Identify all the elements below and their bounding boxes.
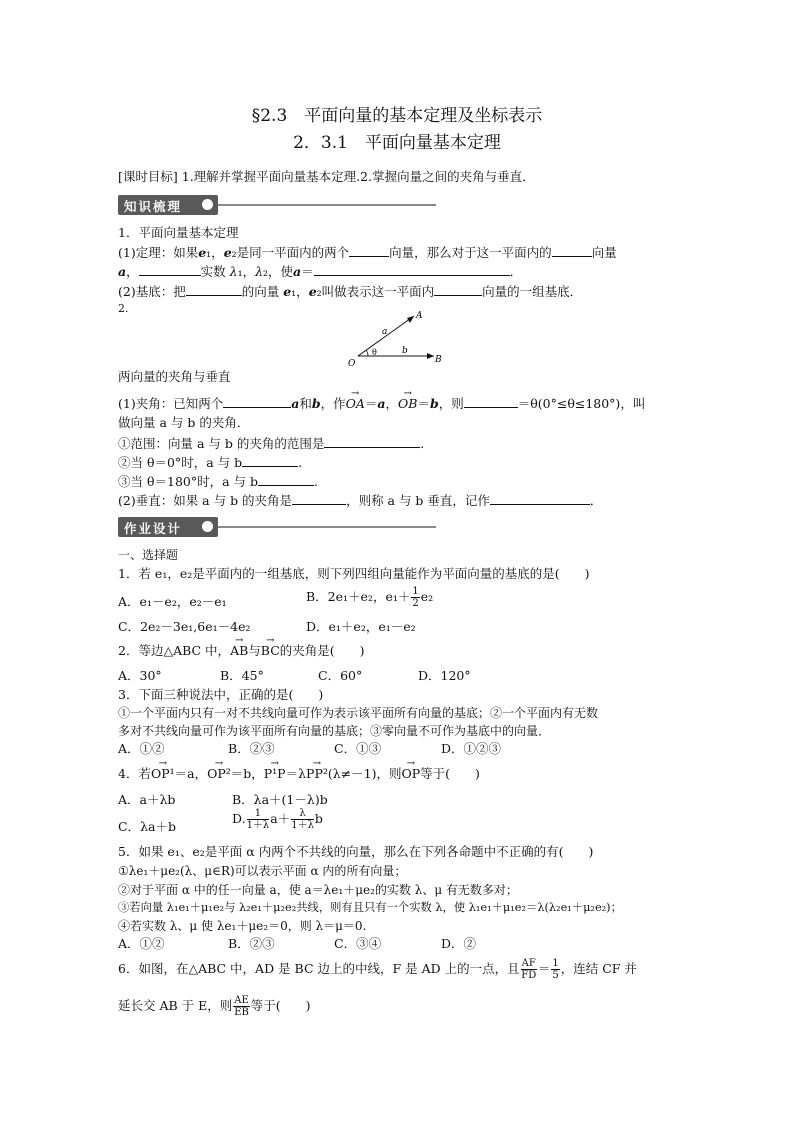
blank (314, 262, 510, 276)
bullet-icon (202, 199, 213, 210)
q5-item1: ①λe₁＋μe₂(λ、μ∈R)可以表示平面 α 内的所有向量； (118, 864, 407, 878)
q1-option-a: A．e₁－e₂，e₂－e₁ (118, 594, 227, 609)
blank (349, 243, 389, 257)
fraction (291, 808, 314, 831)
section-label: 作业设计 (124, 521, 183, 536)
blank (464, 394, 518, 408)
q5-option-b: B．②③ (228, 936, 275, 951)
numerator: 1 (552, 958, 559, 969)
q5-item2: ②对于平面 α 中的任一向量 a，使 a＝λe₁＋μe₂的实数 λ、μ 有无数多对； (118, 883, 518, 897)
q4-stem (118, 765, 480, 783)
q3-option-d: D．①②③ (441, 741, 502, 756)
q5-stem: 5．如果 e₁、e₂是平面 α 内两个不共线的向量，那么在下列各命题中不正确的有( ) (118, 844, 594, 859)
q3-option-c: C．①③ (334, 741, 382, 756)
text: a＋ (270, 811, 291, 826)
denominator: 5 (552, 970, 559, 981)
label-b: b (402, 346, 408, 356)
text: 的夹角是( ) (279, 643, 365, 658)
fraction (411, 586, 419, 609)
text: ＝b， (230, 766, 264, 781)
label-theta: θ (372, 348, 377, 357)
q5-option-a: A．①② (118, 936, 165, 951)
numerator: λ (291, 808, 314, 820)
angle-def-line2 (118, 414, 249, 432)
vector-label: → P¹P (264, 765, 286, 783)
text: ③当 θ＝180°时，a 与 b (118, 474, 259, 489)
angle-zero: ②当 θ＝0°时，a 与 b . (118, 455, 303, 470)
q6-stem-line1 (118, 958, 637, 981)
text: 向量 (591, 245, 617, 260)
blank (186, 282, 242, 296)
text: b (314, 811, 323, 826)
text: B．2e₁＋e₂，e₁＋ (306, 589, 411, 604)
text: 延长交 AB 于 E，则 (118, 998, 233, 1013)
numerator: 1 (247, 808, 270, 820)
q3-option-a: A．①② (118, 741, 165, 756)
basis-line: (2)基底：把 的向量 e₁，e₂叫做表示这一平面内 向量的一组基底． (118, 284, 583, 299)
fraction (521, 958, 537, 981)
text: 向量的一组基底． (482, 284, 583, 299)
text: 4．若 (118, 766, 151, 781)
q3-stem: 3．下面三种说法中，正确的是( ) (118, 687, 324, 702)
q2-option-c: C．60° (318, 668, 363, 683)
numerator: AF (521, 958, 536, 969)
label-B: B (435, 355, 442, 365)
q5-option-d: D．② (441, 936, 477, 951)
text: (1)定理：如果 (118, 245, 199, 260)
text: 向量 a 与 b 的夹角． (130, 415, 250, 430)
blank (552, 243, 592, 257)
q2-option-d: D．120° (418, 668, 471, 683)
goal-text: 1.理解并掌握平面向量基本定理.2.掌握向量之间的夹角与垂直． (181, 169, 535, 184)
text: 2．等边△ABC 中， (118, 643, 231, 658)
goal-label: [课时目标] (118, 169, 178, 184)
text: 6．如图，在△ABC 中，AD 是 BC 边上的中线，F 是 AD 上的一点，且 (118, 961, 520, 976)
denominator: 1＋λ (291, 820, 314, 831)
q3-line2: 多对不共线向量可作为该平面所有向量的基底；③零向量不可作为基底中的向量． (118, 724, 551, 738)
q4-option-b: B．λa＋(1－λ)b (232, 792, 328, 807)
text: ，使 (268, 264, 294, 279)
perpendicular: (2)垂直：如果 a 与 b 的夹角是 ，则称 a 与 b 垂直，记作 ． (118, 493, 603, 508)
q2-stem (118, 642, 365, 660)
text: ①范围：向量 a 与 b 的夹角的范围是 (118, 436, 325, 451)
vector-label: → OP² (207, 765, 231, 783)
vector-label: → OP (402, 765, 421, 783)
q2-option-b: B．45° (220, 668, 264, 683)
text: D. (232, 811, 246, 826)
blank (434, 282, 482, 296)
blank (490, 491, 590, 505)
fraction (551, 958, 559, 981)
angle-range: ①范围：向量 a 与 b 的夹角的范围是 ． (118, 436, 433, 451)
page-subtitle: 2．3.1 平面向量基本定理 (293, 133, 501, 153)
text: ＝ (537, 961, 551, 976)
knowledge-item2-num: 2. (118, 302, 129, 315)
text: ，连结 CF 并 (560, 961, 637, 976)
section-rule (218, 204, 436, 206)
denominator: 1＋λ (246, 820, 270, 831)
fraction (233, 995, 250, 1018)
text: ，则 (438, 396, 464, 411)
angle-180: ③当 θ＝180°时，a 与 b . (118, 474, 318, 489)
angle-def-line1: (1)夹角：已知两个 a和b，作→ OA＝a，→ OB＝b，则 ＝θ(0°≤θ≤180°)，叫 (118, 394, 645, 413)
text: 与 (248, 643, 261, 658)
text: (2)基底：把 (118, 284, 186, 299)
blank (242, 453, 298, 467)
label-A: A (416, 311, 423, 321)
part-heading: 一、选择题 (118, 548, 179, 562)
text: ＝λ (285, 766, 307, 781)
text: ， (126, 264, 139, 279)
q3-line1: ①一个平面内只有一对不共线向量可作为表示该平面所有向量的基底；②一个平面内有无数 (118, 706, 599, 720)
arrowhead-icon (427, 353, 434, 359)
text: ＝a， (174, 766, 208, 781)
vector-label: → PP² (306, 765, 328, 783)
q1-option-c: C．2e₂－3e₁,6e₁－4e₂ (118, 619, 251, 634)
text: 向量，那么对于这一平面内的 (389, 245, 552, 260)
angle-diagram (346, 304, 454, 370)
bullet-icon (202, 521, 213, 532)
text: 等于( ) (420, 766, 480, 781)
numerator: AE (234, 995, 249, 1006)
text: 等于( ) (250, 998, 311, 1013)
text: 做 (118, 415, 131, 430)
text: ，则称 a 与 b 垂直，记作 (346, 493, 490, 508)
blank (223, 394, 291, 408)
text: 的向量 (241, 284, 280, 299)
text: 叫做表示这一平面内 (321, 284, 435, 299)
q1-option-b (306, 586, 433, 609)
vector-label: → AB (230, 642, 248, 660)
fraction (247, 808, 270, 831)
q5-item3: ③若向量 λ₁e₁＋μ₁e₂与 λ₂e₁＋μ₂e₂共线，则有且只有一个实数 λ，使 λ₁e₁＋μ₁e₂＝λ(λ₂e₁＋μ₂e₂)； (118, 901, 622, 914)
text: 和 (299, 396, 312, 411)
q5-item4: ④若实数 λ、μ 使 λe₁＋μe₂＝0，则 λ＝μ＝0. (118, 919, 367, 933)
q3-option-b: B．②③ (228, 741, 275, 756)
q4-option-c: C．λa＋b (118, 819, 176, 834)
knowledge-item1-title: 1．平面向量基本定理 (118, 225, 239, 240)
text: (1)夹角：已知两个 (118, 396, 224, 411)
q2-option-a: A．30° (118, 668, 162, 683)
text: e₂ (420, 589, 434, 604)
theorem-line1: (1)定理：如果e₁，e₂是同一平面内的两个 向量，那么对于这一平面内的 向量 (118, 245, 617, 260)
vector-label: → BC (261, 642, 280, 660)
page-title: §2.3 平面向量的基本定理及坐标表示 (251, 106, 543, 126)
section-label: 知识梳理 (124, 199, 183, 214)
text: ②当 θ＝0°时，a 与 b (118, 455, 243, 470)
angle-title: 两向量的夹角与垂直 (118, 369, 231, 384)
arrowhead-icon (407, 316, 414, 323)
text: 是同一平面内的两个 (236, 245, 350, 260)
text: ，作 (320, 396, 346, 411)
blank (258, 472, 314, 486)
q5-option-c: C．③④ (334, 936, 382, 951)
text: (2)垂直：如果 a 与 b 的夹角是 (118, 493, 293, 508)
q6-stem-line2 (118, 995, 311, 1018)
denominator: 2 (412, 598, 419, 609)
text: (λ≠－1)，则 (327, 766, 402, 781)
denominator: EB (234, 1007, 249, 1018)
q1-option-d: D．e₁＋e₂，e₁－e₂ (306, 619, 416, 634)
q4-option-d (232, 808, 323, 831)
angle-arc (366, 350, 368, 356)
label-O: O (348, 359, 356, 369)
blank (324, 434, 420, 448)
blank (139, 262, 201, 276)
denominator: FD (521, 970, 537, 981)
q1-stem: 1．若 e₁，e₂是平面内的一组基底，则下列四组向量能作为平面向量的基底的是( ) (118, 566, 590, 581)
text: 实数 (200, 264, 226, 279)
lesson-goal (118, 168, 535, 186)
text: ＝θ(0°≤θ≤180°)，叫 (517, 396, 646, 411)
label-a: a (382, 327, 388, 337)
section-rule (218, 526, 436, 528)
q4-option-a: A．a＋λb (118, 792, 176, 807)
blank (292, 491, 346, 505)
numerator: 1 (412, 586, 419, 597)
theorem-line2: a， 实数 λ₁，λ₂，使a＝ ． (118, 264, 523, 279)
vector-label: → OP¹ (151, 765, 175, 783)
